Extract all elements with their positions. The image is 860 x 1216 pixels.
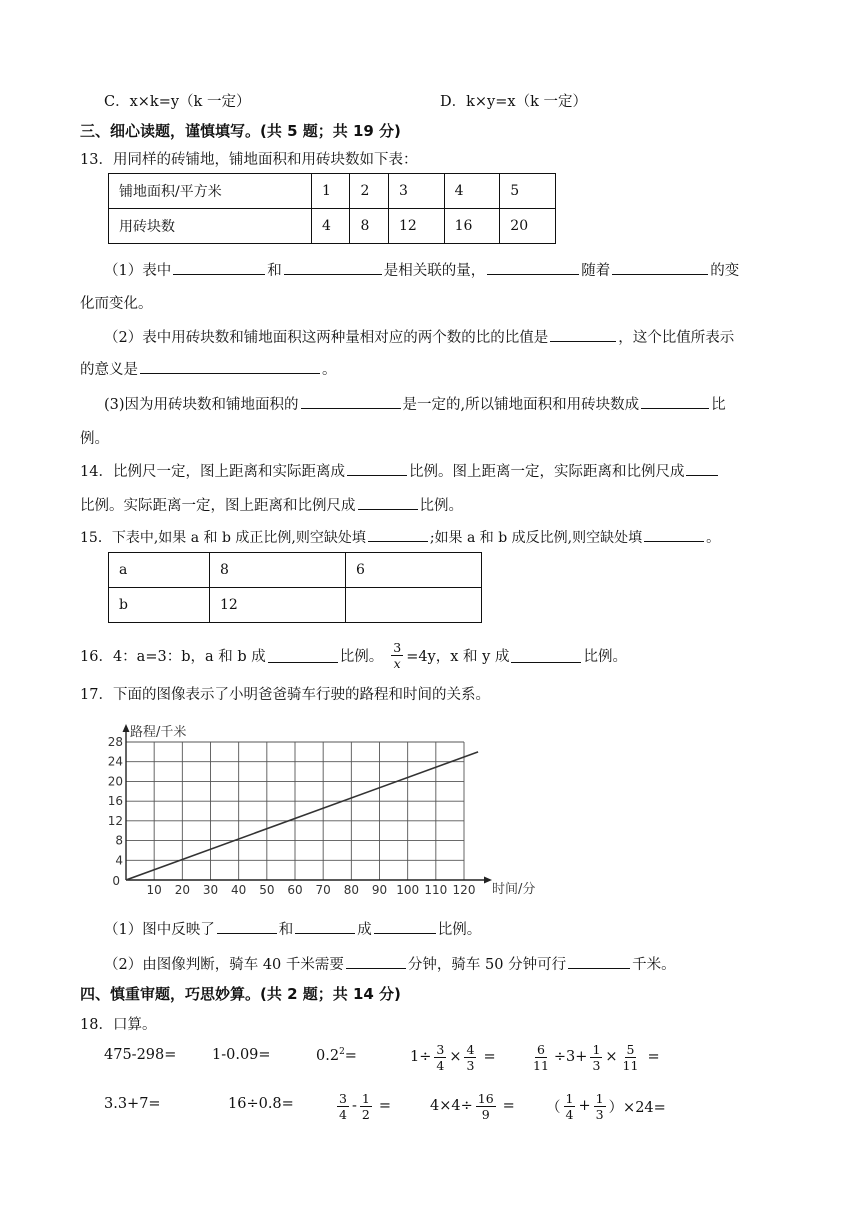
answer-blank[interactable]	[374, 919, 436, 934]
x-tick-label: 70	[315, 883, 331, 897]
calc-1: 475-298=	[104, 1047, 177, 1063]
denominator: 11	[622, 1057, 639, 1073]
x-tick-label: 80	[343, 883, 359, 897]
chart-ticks	[108, 735, 476, 897]
text: （2）由图像判断，骑车 40 千米需要	[104, 957, 344, 973]
answer-blank[interactable]	[612, 260, 708, 275]
section-3-title: 三、细心读题，谨慎填写。(共 5 题；共 19 分)	[80, 122, 401, 140]
q13-part2-cont	[80, 358, 337, 379]
y-tick-label: 16	[107, 794, 123, 809]
text: ÷3+	[553, 1049, 588, 1065]
text: （1）图中反映了	[104, 922, 215, 938]
text: 是一定的,所以铺地面积和用砖块数成	[402, 397, 640, 413]
denominator: 3	[466, 1057, 475, 1073]
text: 14．比例尺一定，图上距离和实际距离成	[80, 464, 345, 480]
text: =	[344, 1047, 357, 1064]
table-cell: 用砖块数	[109, 209, 312, 244]
numerator: 1	[592, 1041, 601, 1057]
text: ，这个比值所表示	[618, 330, 735, 346]
q18-stem: 18．口算。	[80, 1017, 157, 1033]
q17-stem: 17．下面的图像表示了小明爸爸骑车行驶的路程和时间的关系。	[80, 687, 490, 703]
denominator: 2	[361, 1106, 370, 1122]
y-tick-label: 8	[115, 833, 123, 848]
fraction	[531, 1042, 551, 1073]
table-cell: 5	[500, 174, 556, 209]
table-cell: 6	[346, 553, 482, 588]
chart-grid	[126, 742, 464, 880]
text: 成	[357, 922, 372, 938]
origin-label: 0	[112, 874, 120, 888]
answer-blank[interactable]	[140, 359, 320, 374]
answer-blank[interactable]	[511, 648, 581, 663]
answer-blank[interactable]	[295, 919, 355, 934]
text: ×	[449, 1049, 462, 1065]
table-cell: b	[109, 588, 210, 623]
answer-blank[interactable]	[284, 260, 382, 275]
y-tick-label: 28	[107, 735, 123, 749]
denominator: x	[393, 656, 401, 671]
x-tick-label: 60	[287, 883, 303, 897]
q13-stem: 13．用同样的砖铺地，铺地面积和用砖块数如下表：	[80, 152, 418, 168]
denominator: 4	[339, 1106, 347, 1122]
y-axis-label: 路程/千米	[130, 725, 187, 740]
q13-table	[108, 173, 556, 244]
text: -	[351, 1098, 357, 1114]
text: 的意义是	[80, 362, 138, 378]
text: 4×4÷	[430, 1098, 473, 1114]
text: 比例。实际距离一定，图上距离和比例尺成	[80, 498, 356, 514]
x-tick-label: 90	[371, 883, 388, 897]
answer-blank[interactable]	[368, 527, 428, 542]
answer-blank[interactable]	[686, 461, 718, 476]
answer-blank[interactable]	[487, 260, 579, 275]
table-cell: 2	[350, 174, 388, 209]
text: =	[483, 1049, 496, 1065]
calc-3	[316, 1047, 357, 1064]
series-line	[126, 752, 478, 880]
x-tick-label: 50	[259, 883, 275, 897]
x-tick-label: 30	[202, 883, 219, 897]
calc-7: 16÷0.8=	[228, 1096, 294, 1112]
text: （	[546, 1099, 561, 1116]
denominator: 9	[481, 1106, 490, 1122]
denominator: 3	[592, 1057, 601, 1073]
answer-blank[interactable]	[268, 648, 338, 663]
text: （2）表中用砖块数和铺地面积这两种量相对应的两个数的比的比值是	[104, 330, 549, 346]
fraction	[621, 1042, 641, 1073]
q17-part2	[104, 953, 676, 974]
fraction	[476, 1091, 496, 1122]
text: 1÷	[410, 1049, 432, 1065]
text: 比例。图上距离一定，实际距离和比例尺成	[408, 464, 685, 480]
table-cell: 8	[210, 553, 346, 588]
fraction	[464, 1042, 476, 1073]
text: ×	[605, 1049, 618, 1065]
table-row	[109, 588, 482, 623]
x-tick-label: 110	[424, 883, 448, 897]
q14-line2	[80, 494, 463, 515]
denominator: 4	[565, 1106, 574, 1122]
answer-blank[interactable]	[644, 527, 704, 542]
text: (3)因为用砖块数和铺地面积的	[104, 397, 299, 413]
table-cell: a	[109, 553, 210, 588]
calc-4	[410, 1040, 496, 1074]
table-cell: 4	[444, 174, 500, 209]
answer-blank[interactable]	[568, 954, 630, 969]
answer-blank[interactable]	[301, 394, 401, 409]
text: 的变	[710, 263, 740, 279]
fraction	[391, 640, 403, 671]
y-axis-arrow	[123, 724, 130, 732]
text: 是相关联的量，	[383, 263, 486, 279]
denominator: 3	[595, 1106, 604, 1122]
fraction	[434, 1042, 446, 1073]
text: =	[647, 1049, 660, 1065]
text: ;如果 a 和 b 成反比例,则空缺处填	[429, 530, 643, 546]
answer-blank[interactable]	[358, 495, 418, 510]
text: 0.2	[316, 1047, 340, 1064]
x-tick-label: 40	[231, 883, 247, 897]
fraction	[590, 1042, 602, 1073]
denominator: 11	[533, 1057, 549, 1073]
x-tick-label: 20	[174, 883, 190, 897]
q13-part1	[104, 259, 739, 280]
text: 比例。	[419, 498, 463, 514]
answer-blank[interactable]	[217, 919, 277, 934]
text: ）×24=	[608, 1099, 666, 1116]
text: 分钟，骑车 50 分钟可行	[407, 957, 567, 973]
x-tick-label: 120	[452, 883, 476, 897]
text: 随着	[581, 263, 611, 279]
x-tick-label: 100	[396, 883, 420, 897]
numerator: 3	[339, 1090, 347, 1106]
x-axis-arrow	[484, 877, 492, 884]
numerator: 6	[536, 1041, 545, 1057]
text: 15．下表中,如果 a 和 b 成正比例,则空缺处填	[80, 530, 366, 546]
q15-table	[108, 552, 482, 623]
y-tick-label: 12	[107, 813, 123, 828]
q16	[80, 640, 627, 671]
x-axis-label: 时间/分	[492, 882, 536, 897]
q13-part3-cont: 例。	[80, 431, 109, 447]
text: 和	[278, 922, 294, 938]
fraction	[360, 1091, 372, 1122]
text: 比	[711, 397, 726, 413]
text: =	[378, 1098, 391, 1114]
text: 16．4：a=3：b，a 和 b 成	[80, 649, 266, 665]
numerator: 16	[477, 1090, 494, 1106]
numerator: 1	[361, 1090, 370, 1106]
table-row	[109, 209, 556, 244]
y-tick-label: 24	[107, 754, 123, 769]
option-c: C．x×k=y（k 一定）	[104, 94, 251, 110]
text: 比例。	[339, 649, 384, 665]
calc-10	[546, 1089, 666, 1123]
q17-part1	[104, 918, 481, 939]
numerator: 1	[595, 1090, 604, 1106]
table-cell: 16	[444, 209, 500, 244]
distance-time-chart	[100, 716, 560, 900]
chart-series	[126, 752, 478, 880]
q13-part1-cont: 化而变化。	[80, 296, 153, 312]
table-row	[109, 174, 556, 209]
calc-5	[528, 1040, 660, 1074]
q14-line1	[80, 460, 720, 481]
y-tick-label: 4	[115, 853, 123, 868]
calc-6: 3.3+7=	[104, 1096, 161, 1112]
table-cell: 铺地面积/平方米	[109, 174, 312, 209]
q15-stem	[80, 527, 720, 547]
answer-blank[interactable]	[347, 461, 407, 476]
fraction	[337, 1091, 349, 1122]
numerator: 3	[436, 1041, 445, 1057]
option-d: D．k×y=x（k 一定）	[440, 94, 587, 110]
fraction	[564, 1091, 576, 1122]
section-4-title: 四、慎重审题，巧思妙算。(共 2 题；共 14 分)	[80, 985, 401, 1003]
table-cell-empty[interactable]	[346, 588, 482, 623]
answer-blank[interactable]	[346, 954, 406, 969]
text: 千米。	[632, 957, 676, 973]
text: =	[502, 1098, 515, 1114]
table-cell: 4	[312, 209, 350, 244]
text: 比例。	[583, 649, 627, 665]
text: 。	[322, 362, 337, 378]
text: =4y，x 和 y 成	[406, 649, 510, 665]
table-cell: 8	[350, 209, 388, 244]
chart-axes	[123, 724, 493, 884]
text: 比例。	[437, 922, 482, 938]
table-cell: 1	[312, 174, 350, 209]
table-cell: 3	[388, 174, 444, 209]
table-cell: 12	[210, 588, 346, 623]
text: 。	[706, 530, 721, 546]
calc-8	[334, 1089, 391, 1123]
calc-9	[430, 1089, 515, 1123]
table-cell: 12	[388, 209, 444, 244]
numerator: 1	[565, 1090, 574, 1106]
text: 和	[267, 263, 282, 279]
x-tick-label: 10	[146, 883, 162, 897]
numerator: 5	[626, 1041, 635, 1057]
numerator: 4	[466, 1041, 475, 1057]
answer-blank[interactable]	[641, 394, 709, 409]
text: （1）表中	[104, 263, 172, 279]
q13-part2	[104, 326, 734, 347]
text: +	[578, 1098, 591, 1114]
answer-blank[interactable]	[550, 327, 616, 342]
numerator: 3	[393, 640, 402, 655]
q13-part3	[104, 393, 726, 414]
fraction	[594, 1091, 606, 1122]
superscript: 2	[339, 1047, 345, 1057]
calc-2: 1-0.09=	[212, 1047, 271, 1063]
denominator: 4	[436, 1057, 445, 1073]
table-row	[109, 553, 482, 588]
y-tick-label: 20	[107, 774, 123, 789]
table-cell: 20	[500, 209, 556, 244]
answer-blank[interactable]	[173, 260, 265, 275]
